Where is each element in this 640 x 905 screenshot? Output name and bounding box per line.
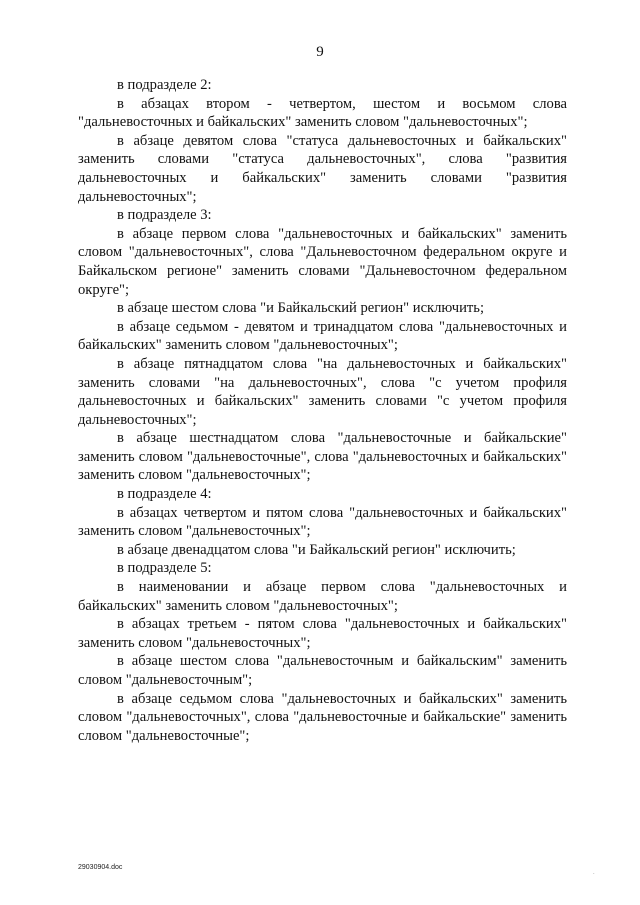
paragraph: в абзаце пятнадцатом слова "на дальневосточных и байкальских" заменить словами "на дальневосточных", слова "с учетом профиля дальневосточных и байкальских" заменить словами "с учетом профиля дальневосточных"; — [78, 355, 567, 428]
paragraph: в подразделе 3: — [117, 207, 212, 224]
paragraph: в наименовании и абзаце первом слова "дальневосточных и байкальских" заменить словом "дальневосточных"; — [78, 579, 567, 614]
document-body — [78, 76, 567, 745]
paragraph: в абзацах втором - четвертом, шестом и восьмом слова "дальневосточных и байкальских" заменить словом "дальневосточных"; — [78, 95, 567, 131]
paragraph: в абзаце шестом слова "и Байкальский регион" исключить; — [117, 300, 485, 317]
paragraph: в абзаце шестнадцатом слова "дальневосточные и байкальские" заменить словом "дальневосточные", слова "дальневосточных и байкальских" заменить словом "дальневосточных"; — [78, 430, 567, 484]
paragraph: в абзаце девятом слова "статуса дальневосточных и байкальских" заменить словами "статуса дальневосточных", слова "развития дальневосточных и байкальских" заменить словами "развития дальневосточных"; — [78, 132, 567, 205]
paragraph: в подразделе 5: — [117, 560, 212, 577]
corner-mark: . — [593, 870, 595, 876]
paragraph: в абзацах четвертом и пятом слова "дальневосточных и байкальских" заменить словом "дальневосточных"; — [78, 504, 567, 540]
paragraph: в абзаце седьмом слова "дальневосточных и байкальских" заменить словом "дальневосточных", слова "дальневосточные и байкальские" заменить словом "дальневосточные"; — [78, 690, 567, 744]
paragraph: в абзаце шестом слова "дальневосточным и байкальским" заменить словом "дальневосточным"; — [78, 653, 567, 688]
footer-doc-id: 29030904.doc — [78, 864, 123, 871]
paragraph: в абзацах третьем - пятом слова "дальневосточных и байкальских" заменить словом "дальневосточных"; — [78, 616, 567, 651]
paragraph: в абзаце первом слова "дальневосточных и байкальских" заменить словом "дальневосточных", слова "Дальневосточном федеральном округе и Байкальском регионе" заменить словами "Дальневосточном федеральном округе"; — [78, 225, 567, 298]
paragraph: в абзаце седьмом - девятом и тринадцатом слова "дальневосточных и байкальских" заменить словом "дальневосточных"; — [78, 318, 567, 354]
paragraph: в абзаце двенадцатом слова "и Байкальский регион" исключить; — [117, 541, 516, 558]
paragraph: в подразделе 2: — [117, 77, 212, 93]
paragraph: в подразделе 4: — [117, 486, 212, 503]
page-number: 9 — [316, 44, 324, 60]
